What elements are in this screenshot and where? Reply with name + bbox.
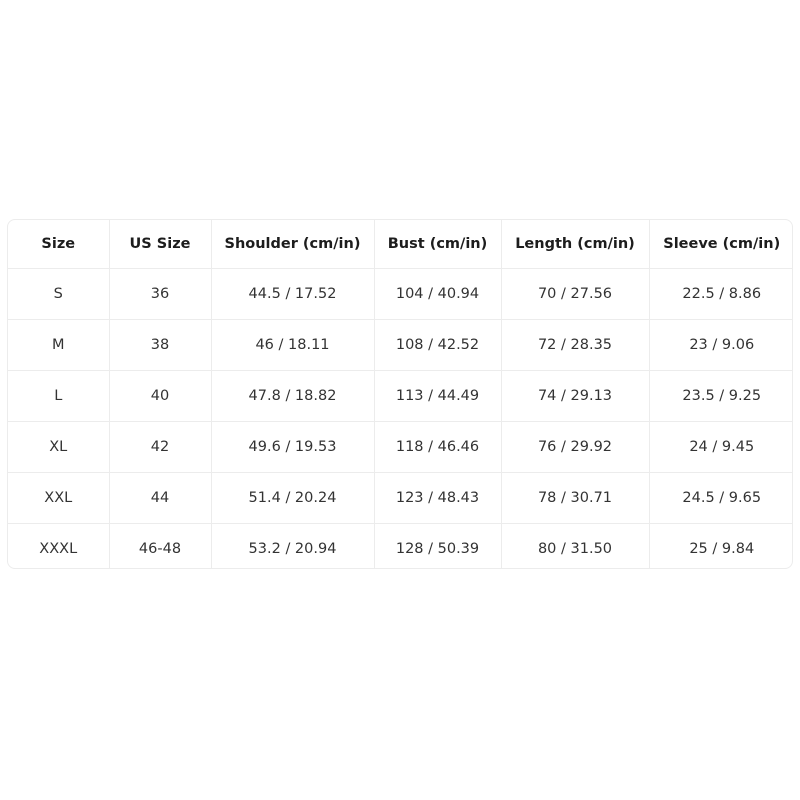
cell-bust: 128 / 50.39 [374, 524, 501, 570]
table-row [8, 422, 793, 473]
cell-bust: 104 / 40.94 [374, 269, 501, 320]
cell-size: M [8, 320, 109, 371]
table-row [8, 269, 793, 320]
cell-sleeve: 23.5 / 9.25 [649, 371, 793, 422]
cell-us-size: 42 [109, 422, 211, 473]
cell-bust: 113 / 44.49 [374, 371, 501, 422]
cell-length: 76 / 29.92 [501, 422, 649, 473]
cell-sleeve: 22.5 / 8.86 [649, 269, 793, 320]
cell-bust: 118 / 46.46 [374, 422, 501, 473]
table-row [8, 473, 793, 524]
cell-length: 74 / 29.13 [501, 371, 649, 422]
cell-sleeve: 23 / 9.06 [649, 320, 793, 371]
cell-length: 72 / 28.35 [501, 320, 649, 371]
cell-shoulder: 53.2 / 20.94 [211, 524, 374, 570]
header-us-size: US Size [109, 220, 211, 269]
cell-sleeve: 24.5 / 9.65 [649, 473, 793, 524]
header-size: Size [8, 220, 109, 269]
cell-size: XXXL [8, 524, 109, 570]
cell-us-size: 38 [109, 320, 211, 371]
cell-size: XL [8, 422, 109, 473]
cell-shoulder: 51.4 / 20.24 [211, 473, 374, 524]
header-bust: Bust (cm/in) [374, 220, 501, 269]
header-shoulder: Shoulder (cm/in) [211, 220, 374, 269]
header-length: Length (cm/in) [501, 220, 649, 269]
cell-us-size: 36 [109, 269, 211, 320]
cell-size: S [8, 269, 109, 320]
size-chart [7, 219, 793, 569]
cell-shoulder: 44.5 / 17.52 [211, 269, 374, 320]
table-row [8, 524, 793, 570]
cell-shoulder: 49.6 / 19.53 [211, 422, 374, 473]
cell-sleeve: 25 / 9.84 [689, 541, 755, 557]
cell-length: 80 / 31.50 [501, 524, 649, 570]
cell-us-size: 44 [109, 473, 211, 524]
cell-length: 70 / 27.56 [501, 269, 649, 320]
cell-us-size: 46-48 [109, 524, 211, 570]
cell-us-size: 40 [109, 371, 211, 422]
cell-size: XXL [8, 473, 109, 524]
table-header-row [8, 220, 793, 269]
size-chart-table [8, 220, 793, 569]
cell-shoulder: 47.8 / 18.82 [211, 371, 374, 422]
header-sleeve: Sleeve (cm/in) [649, 220, 793, 269]
cell-sleeve: 24 / 9.45 [649, 422, 793, 473]
cell-size: L [8, 371, 109, 422]
cell-length: 78 / 30.71 [501, 473, 649, 524]
table-row [8, 371, 793, 422]
cell-bust: 123 / 48.43 [374, 473, 501, 524]
cell-bust: 108 / 42.52 [374, 320, 501, 371]
cell-shoulder: 46 / 18.11 [211, 320, 374, 371]
table-row [8, 320, 793, 371]
